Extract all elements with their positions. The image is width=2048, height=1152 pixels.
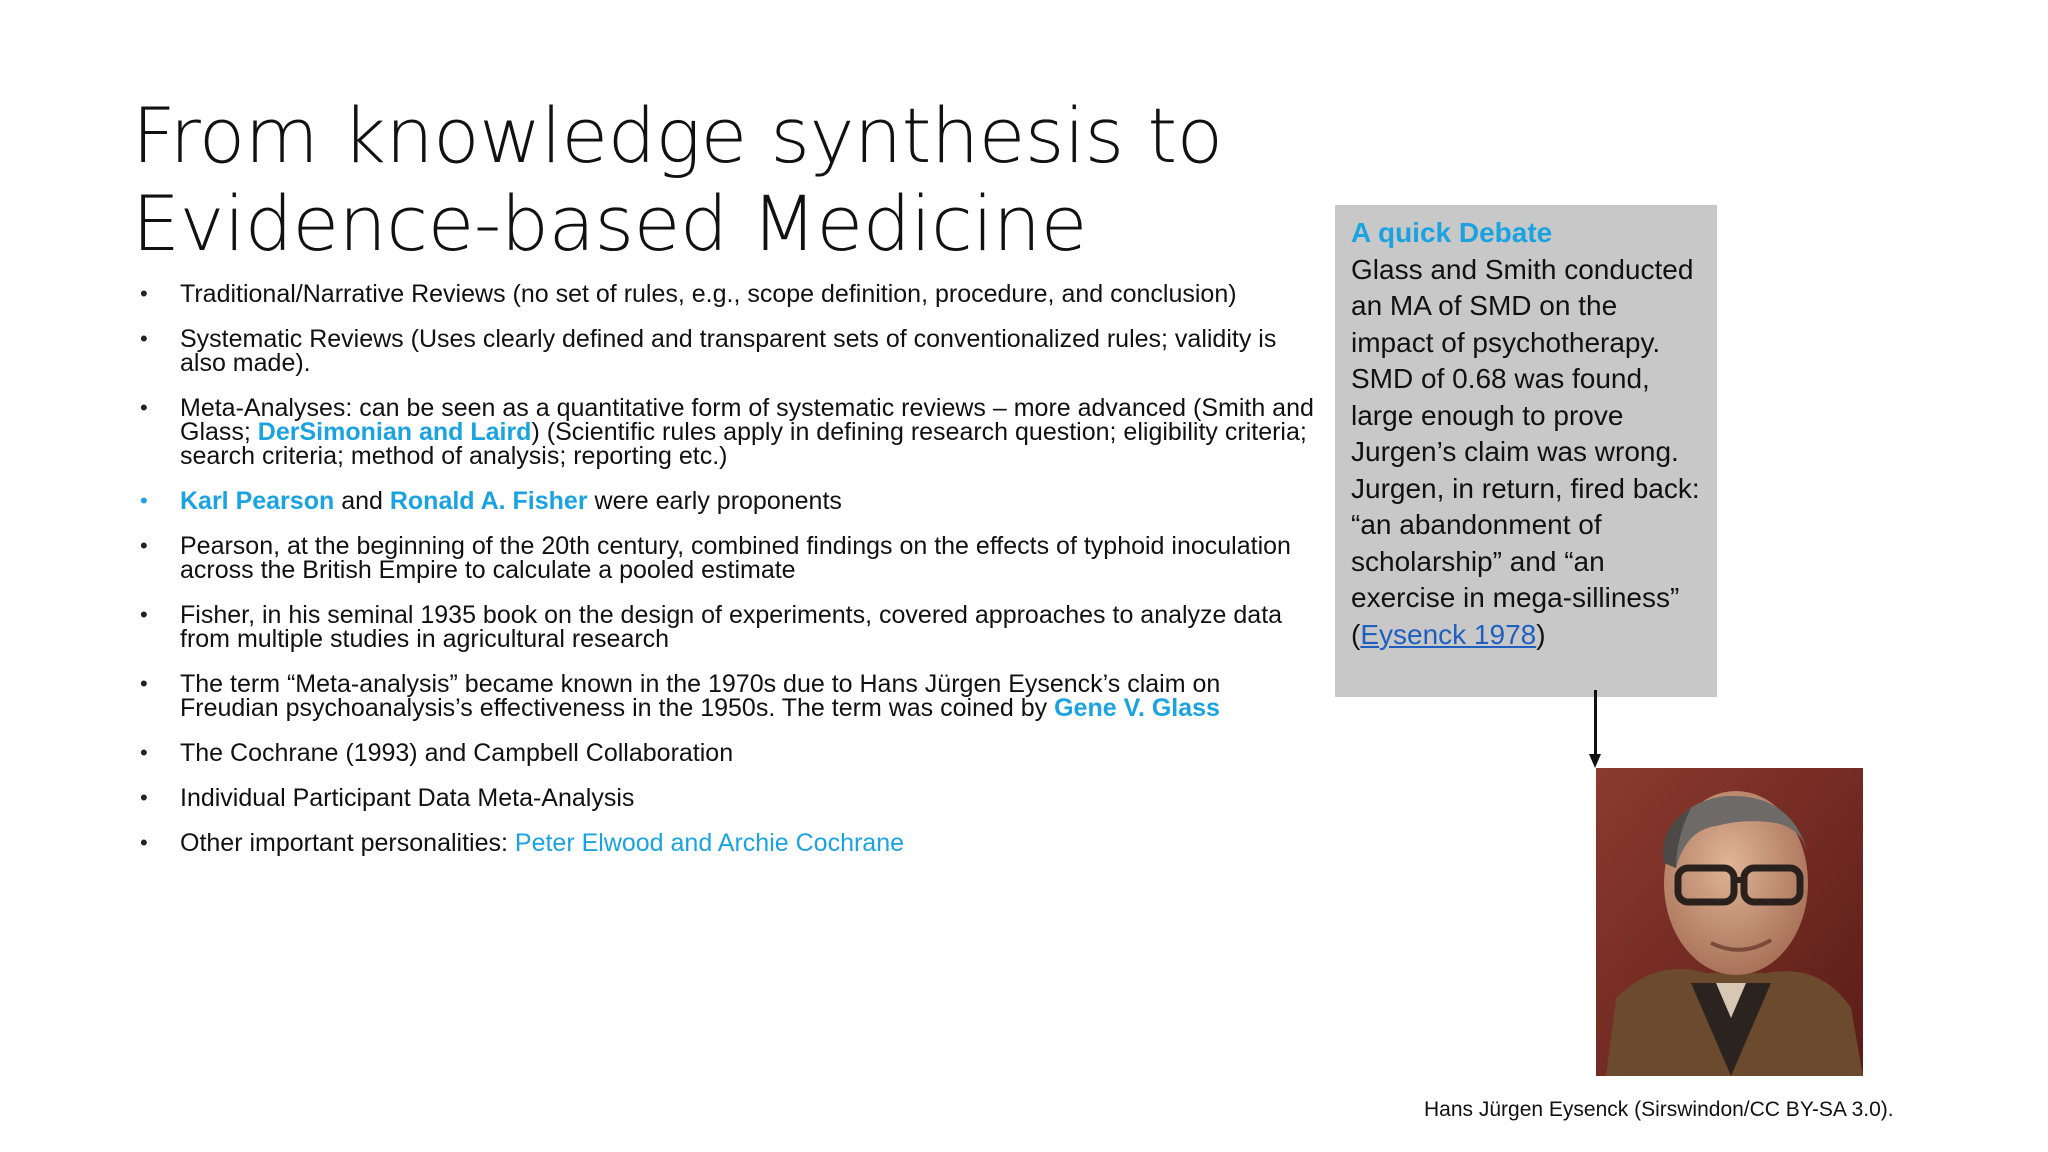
list-item (140, 327, 1320, 375)
list-item (140, 741, 1320, 765)
link-elwood-cochrane[interactable]: Peter Elwood and Archie Cochrane (514, 829, 905, 857)
bullet-text: Systematic Reviews (Uses clearly defined and transparent sets of conventionalized rules; validity is also made). (180, 325, 1277, 377)
bullet-dot: • (140, 488, 148, 513)
bullet-text: ) (Scientific rules apply in defining research question; eligibility criteria; search criteria; method of analysis; reporting etc.) (180, 418, 1307, 470)
bullet-dot: • (140, 785, 148, 810)
list-item (140, 603, 1320, 651)
link-gene-glass[interactable]: Gene V. Glass (1054, 694, 1220, 722)
eysenck-1978-link[interactable]: Eysenck 1978 (1360, 618, 1537, 650)
bullet-dot: • (140, 671, 148, 696)
debate-body: Glass and Smith conducted an MA of SMD on the impact of psychotherapy. SMD of 0.68 was found, large enough to prove Jurgen’s claim was wrong. Jurgen, in return, fired back: “an abandonment of scholarship” and “an exercise in mega-silliness” ( (1351, 253, 1700, 650)
bullet-text: and (334, 487, 390, 515)
bullet-dot: • (140, 395, 148, 420)
eysenck-portrait-image (1596, 768, 1863, 1076)
arrow-down-icon (1589, 754, 1601, 768)
bullet-text: Other important personalities: (180, 829, 515, 857)
debate-box (1335, 205, 1717, 697)
link-ronald-fisher[interactable]: Ronald A. Fisher (389, 487, 588, 515)
bullet-dot: • (140, 602, 148, 627)
slide-title: From knowledge synthesis to Evidence-based Medicine (132, 91, 1223, 268)
list-item (140, 489, 1320, 513)
bullet-dot: • (140, 740, 148, 765)
bullet-text: Individual Participant Data Meta-Analysis (180, 784, 635, 812)
bullet-text: Meta-Analyses: can be seen as a quantitative form of systematic reviews – more advanced (Smith and Glass; (180, 394, 1314, 446)
debate-heading: A quick Debate (1351, 217, 1553, 248)
list-item (140, 282, 1320, 306)
debate-close: ) (1536, 618, 1546, 650)
bullet-dot: • (140, 533, 148, 558)
bullet-text: were early proponents (587, 487, 842, 515)
link-karl-pearson[interactable]: Karl Pearson (180, 487, 335, 515)
bullet-text: Pearson, at the beginning of the 20th century, combined findings on the effects of typhoid inoculation across the British Empire to calculate a pooled estimate (180, 532, 1291, 584)
bullet-dot: • (140, 830, 148, 855)
bullet-text: The term “Meta-analysis” became known in the 1970s due to Hans Jürgen Eysenck’s claim on Freudian psychoanalysis’s effectiveness in the 1950s. The term was coined by (180, 670, 1221, 722)
arrow-line (1594, 690, 1597, 756)
list-item (140, 672, 1320, 720)
bullet-dot: • (140, 326, 148, 351)
link-dersimonian-laird[interactable]: DerSimonian and Laird (257, 418, 532, 446)
bullet-text: The Cochrane (1993) and Campbell Collaboration (180, 739, 734, 767)
bullet-dot: • (140, 281, 148, 306)
bullet-list (140, 282, 1320, 876)
bullet-text: Traditional/Narrative Reviews (no set of rules, e.g., scope definition, procedure, and conclusion) (180, 280, 1237, 308)
image-caption: Hans Jürgen Eysenck (Sirswindon/CC BY-SA 3.0). (1424, 1098, 1894, 1121)
list-item (140, 534, 1320, 582)
list-item (140, 831, 1320, 855)
list-item (140, 786, 1320, 810)
list-item (140, 396, 1320, 468)
bullet-text: Fisher, in his seminal 1935 book on the design of experiments, covered approaches to analyze data from multiple studies in agricultural research (180, 601, 1283, 653)
